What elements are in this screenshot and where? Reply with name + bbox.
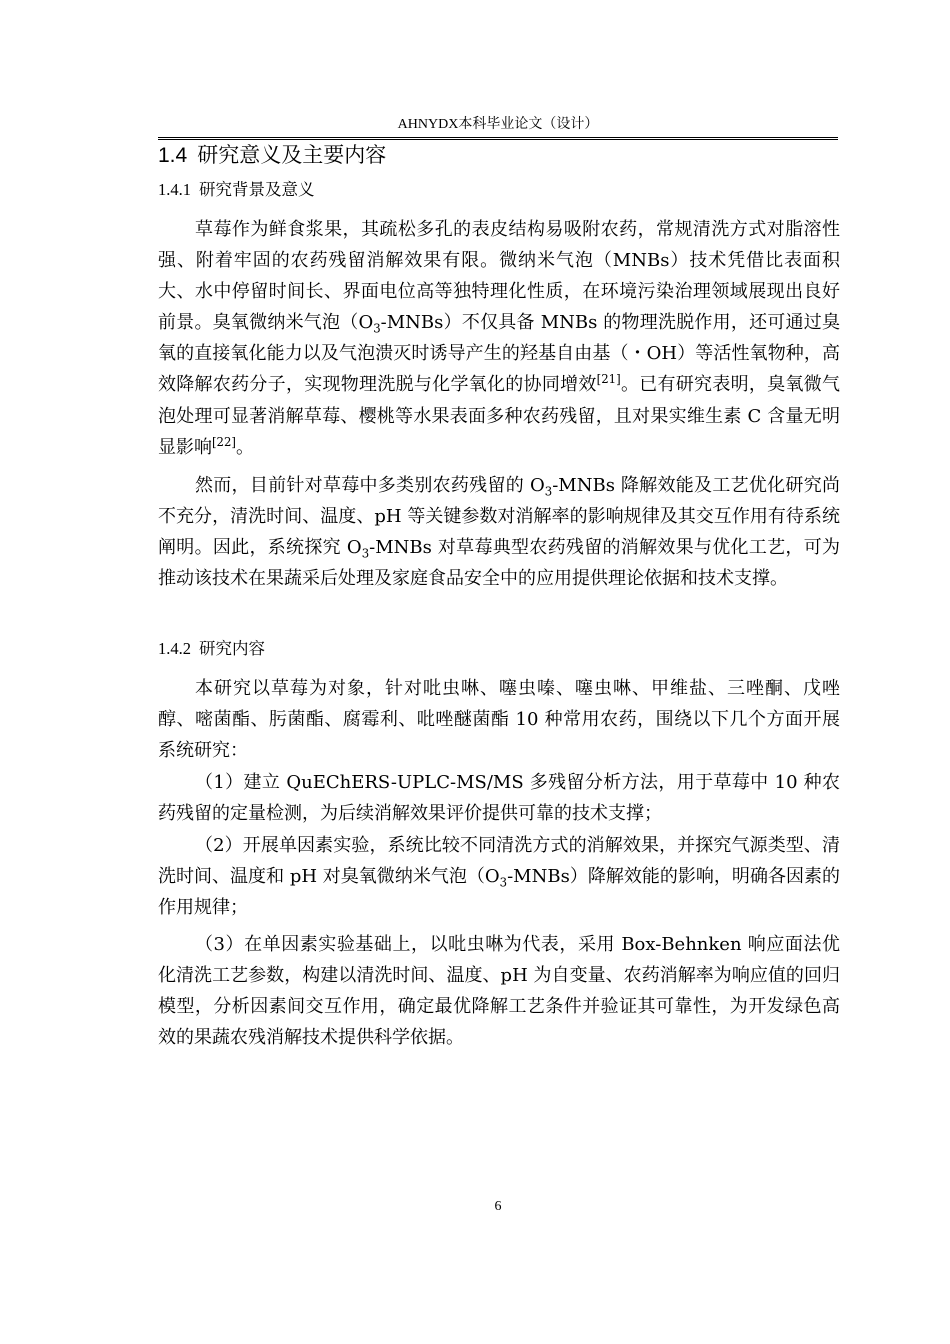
section-heading [158,141,386,170]
citation-22: [22] [212,434,236,449]
p2-subscript-1: 3 [544,484,553,499]
p1-text-d: 。 [236,436,254,458]
header-rule [158,137,838,140]
page-number: 6 [494,1199,502,1214]
section-title: 研究意义及主要内容 [197,143,387,167]
p5-subscript: 3 [499,875,508,890]
citation-21: [21] [596,372,621,387]
p2-text-a: 然而，目前针对草莓中多类别农药残留的 O [195,475,545,496]
subsection-number-1: 1.4.1 [158,180,191,199]
p1-subscript: 3 [373,321,381,336]
p2-text-c: -MNBs 对草莓典型农药残留的消解效果与优化工艺，可为推动该技术在果蔬采后处理及家庭食品安全中的应用提供理论依据和技术支撑。 [158,537,840,590]
subsection-title-1: 研究背景及意义 [199,180,315,199]
paragraph-1 [158,214,840,463]
p1-text-c: 。已有研究表明，臭氧微气泡处理可显著消解草莓、樱桃等水果表面多种农药残留，且对果实维生素 C 含量无明显影响 [158,374,841,458]
p5-text-b: -MNBs）降解效能的影响，明确各因素的作用规律； [158,866,840,919]
p2-subscript-2: 3 [361,546,370,561]
subsection-number-2: 1.4.2 [158,639,191,658]
p1-text-a: 草莓作为鲜食浆果，其疏松多孔的表皮结构易吸附农药，常规清洗方式对脂溶性强、附着牢固的农药残留消解效果有限。微纳米气泡（MNBs）技术凭借比表面积大、水中停留时间长、界面电位高等独特理化性质，在环境污染治理领域展现出良好前景。臭氧微纳米气泡（O [158,219,840,334]
page-header: AHNYDX本科毕业论文（设计） [397,117,599,132]
p1-text-b: -MNBs）不仅具备 MNBs 的物理洗脱作用，还可通过臭氧的直接氧化能力以及气泡溃灭时诱导产生的羟基自由基（・OH）等活性氧物种，高效降解农药分子，实现物理洗脱与化学氧化的协同增效 [158,312,840,396]
paragraph-5 [158,830,840,923]
section-number: 1.4 [158,144,188,167]
paragraph-4: （1）建立 QuEChERS-UPLC-MS/MS 多残留分析方法，用于草莓中 10 种农药残留的定量检测，为后续消解效果评价提供可靠的技术支撑； [158,772,840,825]
p2-text-b: -MNBs 降解效能及工艺优化研究尚不充分，清洗时间、温度、pH 等关键参数对消解率的影响规律及其交互作用有待系统阐明。因此，系统探究 O [158,475,840,559]
subsection-heading-1 [158,179,315,201]
p5-text-a: （2）开展单因素实验，系统比较不同清洗方式的消解效果，并探究气源类型、清洗时间、温度和 pH 对臭氧微纳米气泡（O [158,835,840,888]
subsection-heading-2 [158,638,265,660]
paragraph-2 [158,470,840,594]
paragraph-6: （3）在单因素实验基础上，以吡虫啉为代表，采用 Box-Behnken 响应面法优化清洗工艺参数，构建以清洗时间、温度、pH 为自变量、农药消解率为响应值的回归模型，分析因素间交互作用，确定最优降解工艺条件并验证其可靠性，为开发绿色高效的果蔬农残消解技术提供科学依据。 [158,934,840,1049]
paragraph-3: 本研究以草莓为对象，针对吡虫啉、噻虫嗪、噻虫啉、甲维盐、三唑酮、戊唑醇、嘧菌酯、肟菌酯、腐霉利、吡唑醚菌酯 10 种常用农药，围绕以下几个方面开展系统研究： [158,678,840,762]
subsection-title-2: 研究内容 [199,639,265,658]
